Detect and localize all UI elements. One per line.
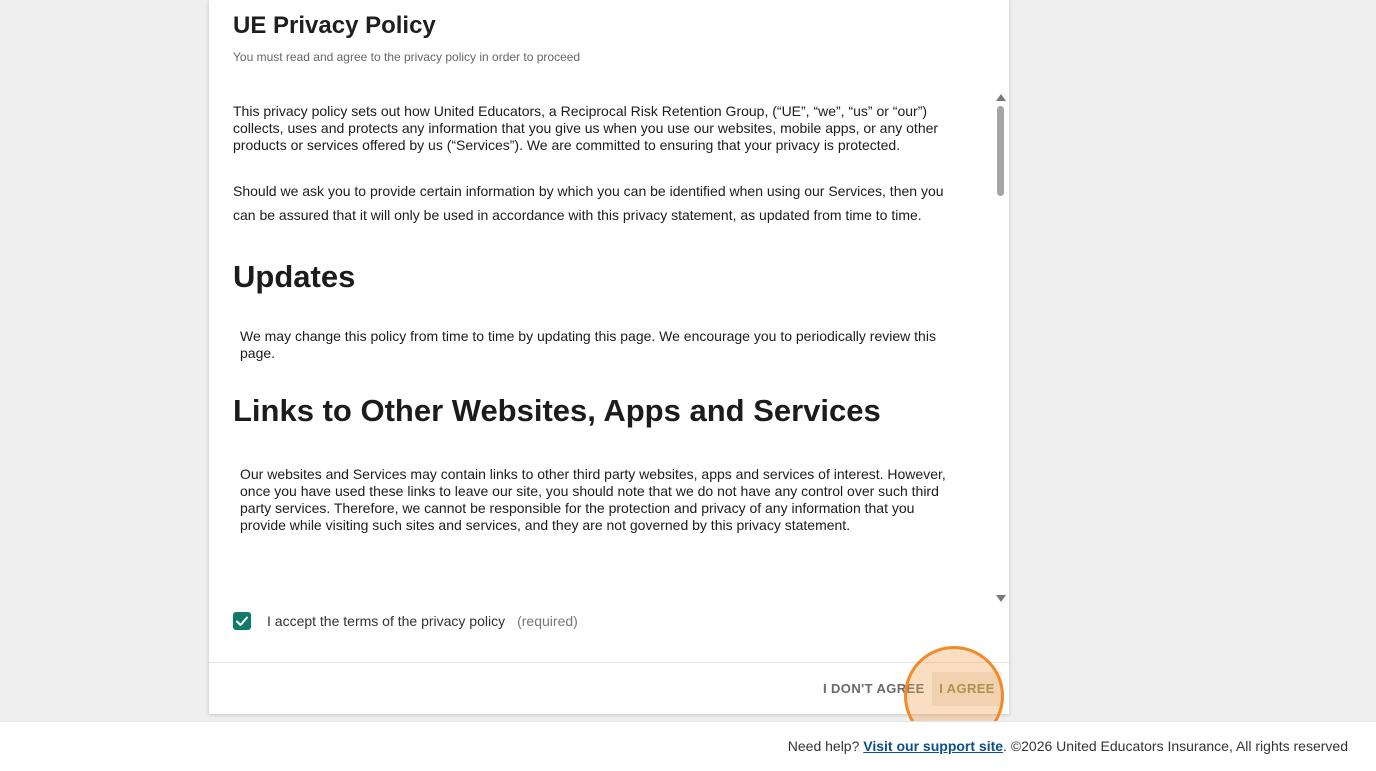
page-footer — [0, 721, 1376, 771]
privacy-policy-dialog — [209, 0, 1009, 714]
caret-down-icon[interactable] — [996, 595, 1006, 602]
accept-terms-label[interactable]: I accept the terms of the privacy policy — [267, 613, 506, 629]
policy-identification-paragraph: Should we ask you to provide certain information by which you can be identified when using our Services, then you can be assured that it will only be used in accordance with this privacy statement, as updated from time to time. — [233, 183, 944, 223]
help-prefix: Need help? — [787, 738, 864, 754]
checkmark-icon — [235, 614, 249, 628]
copyright-text: . ©2026 United Educators Insurance, All rights reserved — [1003, 738, 1348, 754]
links-heading: Links to Other Websites, Apps and Services — [233, 393, 881, 428]
accept-terms-checkbox[interactable] — [233, 612, 251, 630]
updates-paragraph: We may change this policy from time to time by updating this page. We encourage you to periodically review this page. — [240, 328, 936, 361]
policy-scroll-area[interactable] — [233, 96, 993, 596]
updates-heading: Updates — [233, 259, 356, 294]
links-paragraph: Our websites and Services may contain links to other third party websites, apps and services of interest. However, once you have used these links to leave our site, you should note that we do not have any control over such third party services. Therefore, we cannot be responsible for the protection and privacy of any information that you provide while visiting such sites and services, and they are not governed by this privacy statement. — [240, 466, 946, 533]
dialog-title: UE Privacy Policy — [233, 12, 436, 39]
agree-button[interactable]: I AGREE — [932, 672, 1002, 706]
support-site-link[interactable]: Visit our support site — [863, 738, 1004, 754]
required-label: (required) — [517, 613, 578, 629]
policy-content — [233, 103, 959, 534]
policy-intro-paragraph: This privacy policy sets out how United Educators, a Reciprocal Risk Retention Group, (“UE”, “we”, “us” or “our”) collects, uses and protects any information that you give us when you use our websites, mobile apps, or any other products or services offered by us (“Services”). We are committed to ensuring that your privacy is protected. — [233, 103, 939, 153]
disagree-button[interactable]: I DON'T AGREE — [815, 672, 933, 706]
scrollbar-thumb[interactable] — [997, 106, 1004, 196]
accept-terms-row[interactable] — [233, 611, 578, 631]
footer-text — [788, 738, 1348, 754]
actions-divider — [209, 662, 1009, 663]
caret-up-icon[interactable] — [996, 94, 1006, 101]
policy-scrollbar[interactable] — [995, 92, 1007, 602]
dialog-subtitle: You must read and agree to the privacy policy in order to proceed — [233, 50, 581, 64]
